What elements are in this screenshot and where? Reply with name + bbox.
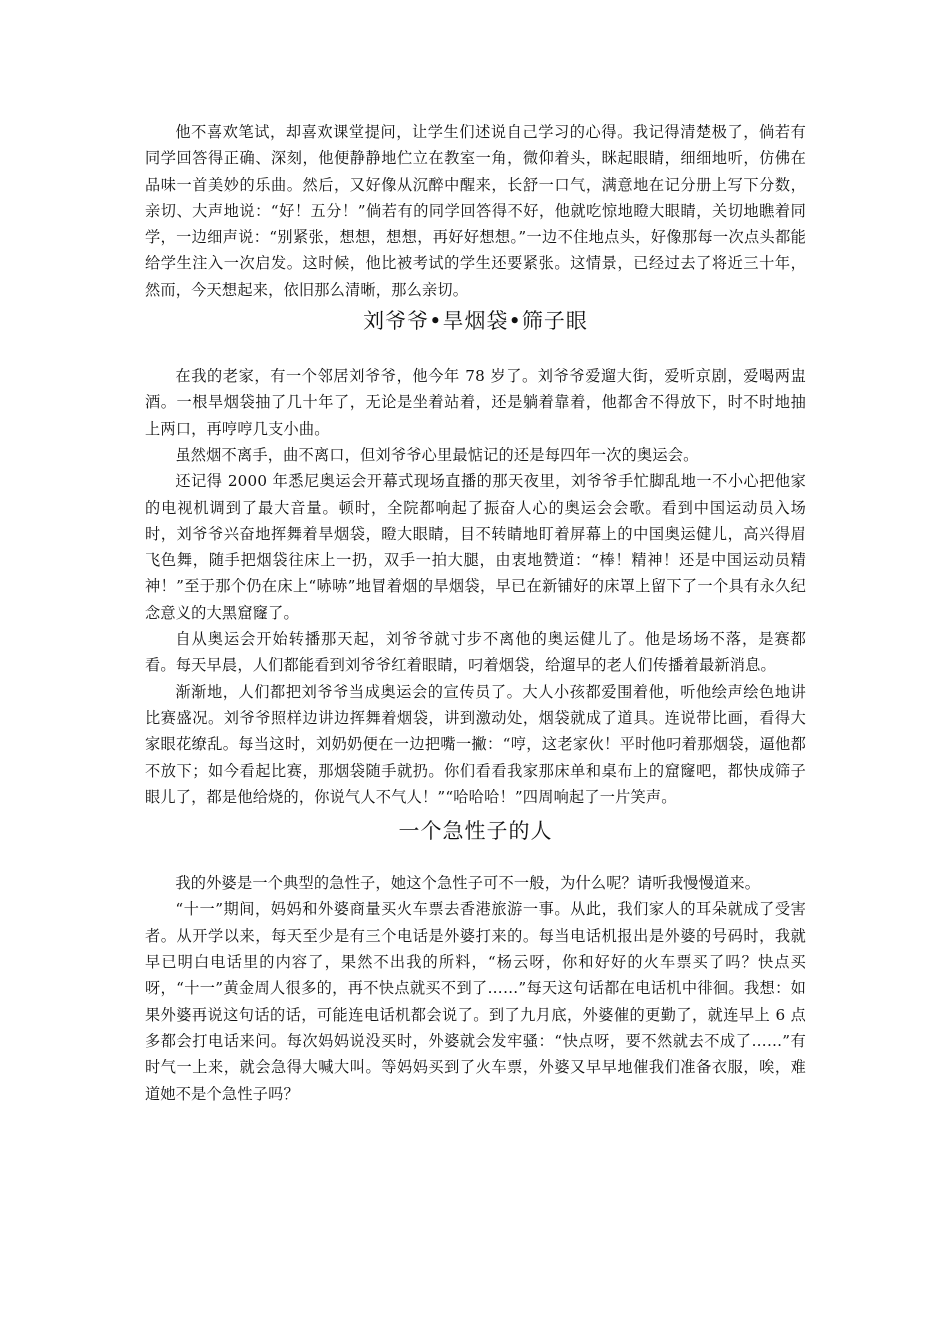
paragraph: 自从奥运会开始转播那天起，刘爷爷就寸步不离他的奥运健儿了。他是场场不落，是赛都看。每天早晨，人们都能看到刘爷爷红着眼睛，叼着烟袋，给遛早的老人们传播着最新消息。	[145, 630, 806, 675]
paragraph: 还记得 2000 年悉尼奥运会开幕式现场直播的那天夜里，刘爷爷手忙脚乱地一不小心把他家的电视机调到了最大音量。顿时，全院都响起了振奋人心的奥运会会歌。看到中国运动员入场时，刘爷爷兴奋地挥舞着旱烟袋，瞪大眼睛，目不转睛地盯着屏幕上的中国奥运健儿，高兴得眉飞色舞，随手把烟袋往床上一扔，双手一拍大腿，由衷地赞道：“棒！精神！还是中国运动员精神！”至于那个仍在床上“哧哧”地冒着烟的旱烟袋，早已在新铺好的床罩上留下了一个具有永久纪念意义的大黑窟窿了。	[145, 472, 806, 622]
section-grandpa-liu	[145, 306, 806, 810]
paragraph: 他不喜欢笔试，却喜欢课堂提问，让学生们述说自己学习的心得。我记得清楚极了，倘若有同学回答得正确、深刻，他便静静地伫立在教室一角，微仰着头，眯起眼睛，细细地听，仿佛在品味一首美妙的乐曲。然后，又好像从沉醉中醒来，长舒一口气，满意地在记分册上写下分数，亲切、大声地说：“好！五分！”倘若有的同学回答得不好，他就吃惊地瞪大眼睛，关切地瞧着同学，一边细声说：“别紧张，想想，想想，再好好想想。”一边不住地点头，好像那每一次点头都能给学生注入一次启发。这时候，他比被考试的学生还要紧张。这情景，已经过去了将近三十年，然而，今天想起来，依旧那么清晰，那么亲切。	[145, 123, 806, 299]
section-title: 刘爷爷•旱烟袋•筛子眼	[363, 309, 588, 334]
paragraph: 在我的老家，有一个邻居刘爷爷，他今年 78 岁了。刘爷爷爱遛大街，爱听京剧，爱喝两盅酒。一根旱烟袋抽了几十年了，无论是坐着站着，还是躺着靠着，他都舍不得放下，时不时地抽上两口，再哼哼几支小曲。	[145, 367, 806, 438]
section-title: 一个急性子的人	[398, 819, 553, 844]
document-page	[145, 119, 806, 1107]
paragraph: 渐渐地，人们都把刘爷爷当成奥运会的宣传员了。大人小孩都爱围着他，听他绘声绘色地讲比赛盛况。刘爷爷照样边讲边挥舞着烟袋，讲到激动处，烟袋就成了道具。连说带比画，看得大家眼花缭乱。每当这时，刘奶奶便在一边把嘴一撇：“哼，这老家伙！平时他叼着那烟袋，逼他都不放下；如今看起比赛，那烟袋随手就扔。你们看看我家那床单和桌布上的窟窿吧，都快成筛子眼儿了，都是他给烧的，你说气人不气人！”“哈哈哈！”四周响起了一片笑声。	[145, 682, 806, 806]
section-teacher-memory	[145, 119, 806, 303]
paragraph: 我的外婆是一个典型的急性子，她这个急性子可不一般，为什么呢？请听我慢慢道来。	[175, 874, 761, 893]
section-impatient-person	[145, 816, 806, 1107]
paragraph: “十一”期间，妈妈和外婆商量买火车票去香港旅游一事。从此，我们家人的耳朵就成了受害者。从开学以来，每天至少是有三个电话是外婆打来的。每当电话机报出是外婆的号码时，我就早已明白电话里的内容了，果然不出我的所料，“杨云呀，你和好好的火车票买了吗？快点买呀，“十一”黄金周人很多的，再不快点就买不到了……”每天这句话都在电话机中徘徊。我想：如果外婆再说这句话的话，可能连电话机都会说了。到了九月底，外婆催的更勤了，就连早上 6 点多都会打电话来问。每次妈妈说没买时，外婆就会发牢骚：“快点呀，要不然就去不成了……”有时气一上来，就会急得大喊大叫。等妈妈买到了火车票，外婆又早早地催我们准备衣服，唉，难道她不是个急性子吗？	[145, 900, 806, 1103]
paragraph: 虽然烟不离手，曲不离口，但刘爷爷心里最惦记的还是每四年一次的奥运会。	[175, 445, 699, 464]
